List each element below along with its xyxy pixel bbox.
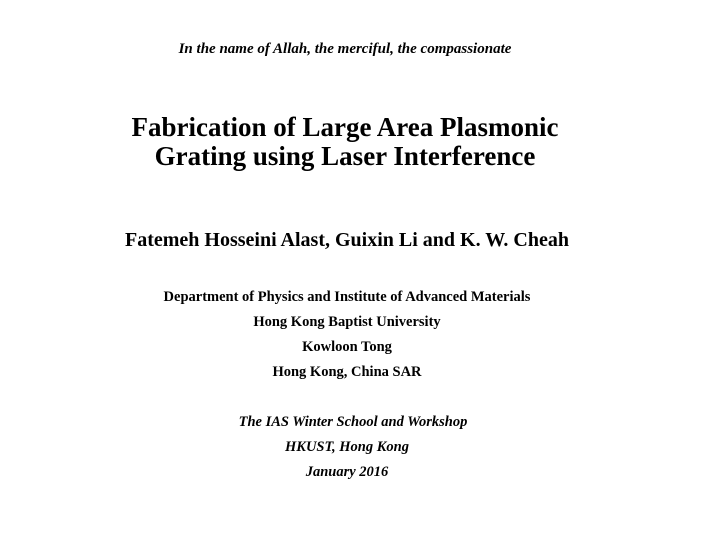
title-line-2: Grating using Laser Interference: [154, 141, 536, 171]
event-name: The IAS Winter School and Workshop: [238, 414, 468, 430]
title-line-1: Fabrication of Large Area Plasmonic: [131, 112, 559, 142]
invocation-text: In the name of Allah, the merciful, the compassionate: [178, 41, 512, 57]
affiliation-region: Hong Kong, China SAR: [272, 364, 422, 380]
presentation-title: [0, 113, 705, 171]
affiliation-university: Hong Kong Baptist University: [253, 314, 441, 330]
affiliation-department: Department of Physics and Institute of Advanced Materials: [163, 289, 531, 305]
event-date: January 2016: [305, 464, 389, 480]
affiliation-district: Kowloon Tong: [302, 339, 392, 355]
author-list: Fatemeh Hosseini Alast, Guixin Li and K. W. Cheah: [125, 229, 569, 251]
event-location: HKUST, Hong Kong: [285, 439, 409, 455]
